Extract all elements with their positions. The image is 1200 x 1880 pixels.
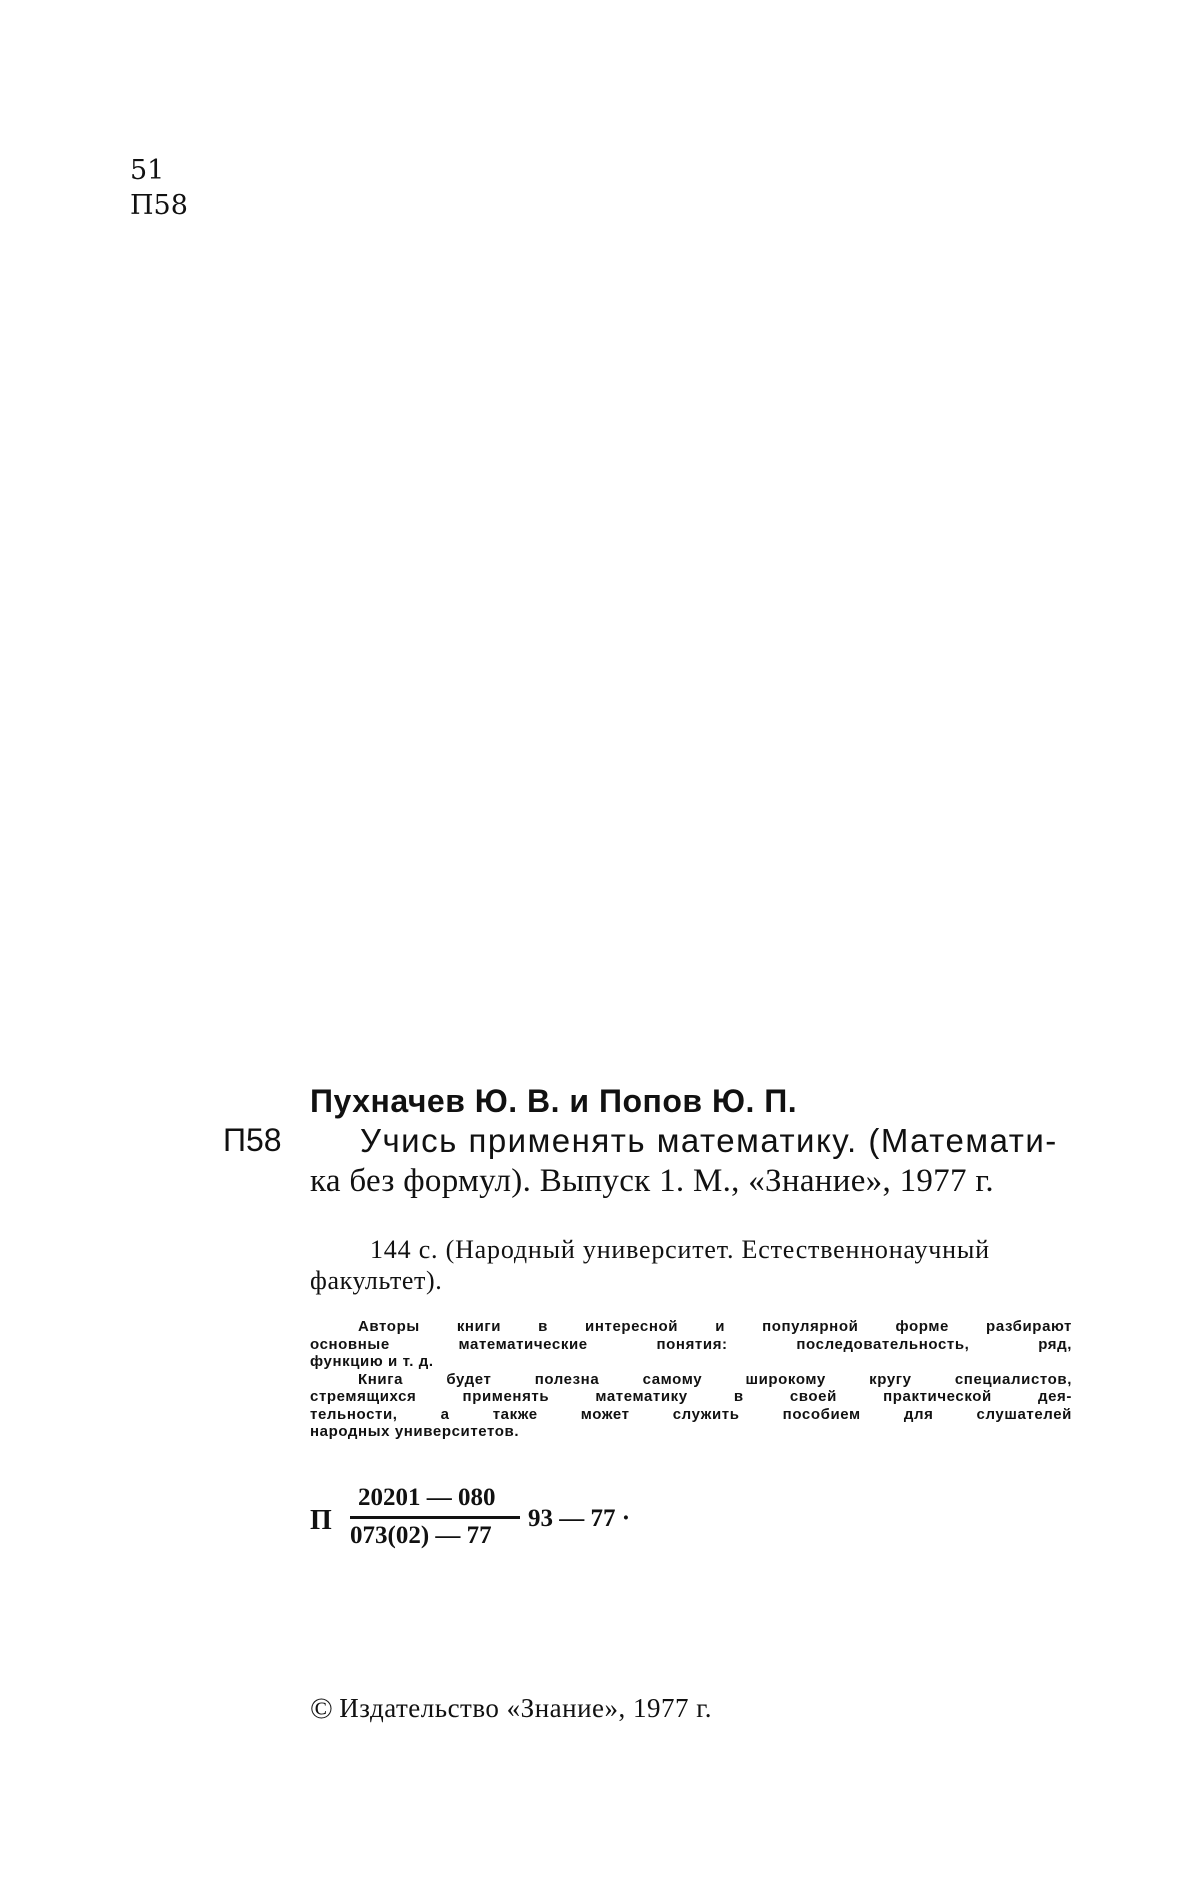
annotation-line: Авторы книги в интересной и популярной форме разбирают	[358, 1318, 1072, 1335]
card-title-line-2: ка без формул). Выпуск 1. М., «Знание», 1977 г.	[310, 1163, 994, 1199]
copyright-icon: ©	[310, 1692, 334, 1725]
udc-code: 51	[130, 155, 165, 186]
card-pages-line-2: факультет).	[310, 1266, 443, 1295]
card-code: П58	[223, 1122, 282, 1158]
index-denominator: 073(02) — 77	[350, 1522, 492, 1549]
annotation-line: народных университетов.	[310, 1423, 520, 1440]
card-author: Пухначев Ю. В. и Попов Ю. П.	[310, 1083, 798, 1119]
annotation-line: Книга будет полезна самому широкому кругу специалистов,	[358, 1370, 1072, 1388]
copyright-line	[310, 1692, 712, 1726]
annotation-line: тельности, а также может служить пособием для слушателей	[310, 1405, 1072, 1423]
annotation-line: стремящихся применять математику в своей практической дея-	[310, 1388, 1072, 1405]
card-title-line-1: Учись применять математику. (Математи-	[360, 1122, 1058, 1159]
annotation-line: функцию и т. д.	[310, 1353, 434, 1370]
card-annotation	[310, 1318, 1072, 1441]
card-pages-line-1: 144 с. (Народный университет. Естественнонаучный	[370, 1235, 990, 1264]
index-numerator: 20201 — 080	[358, 1484, 496, 1511]
annotation-line: основные математические понятия: последовательность, ряд,	[310, 1335, 1072, 1353]
index-letter: П	[310, 1505, 332, 1536]
copyright-text: Издательство «Знание», 1977 г.	[339, 1693, 713, 1723]
index-suffix: 93 — 77 ·	[528, 1505, 631, 1532]
fraction-bar	[350, 1516, 520, 1519]
bbk-code: П58	[130, 190, 188, 221]
index-fraction	[350, 1484, 520, 1550]
